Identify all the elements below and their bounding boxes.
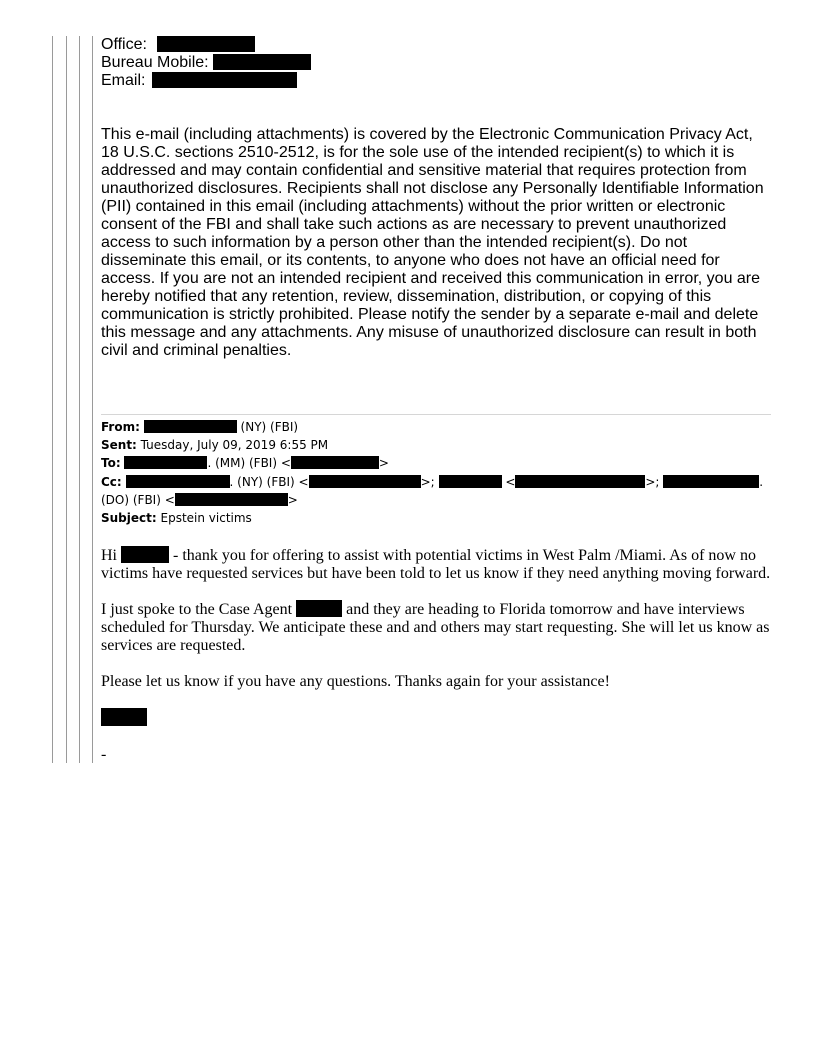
email-line [101, 72, 781, 90]
to-end: > [378, 456, 389, 471]
trailing-dash: - [101, 746, 107, 763]
body-paragraph-3: Please let us know if you have any questions. Thanks again for your assistance! [101, 673, 610, 690]
cc-label: Cc: [101, 474, 122, 489]
cc-lt: < [501, 474, 516, 489]
cc-separator: >; [420, 474, 439, 489]
redaction-box [157, 36, 255, 52]
redaction-box [126, 475, 230, 488]
sent-line [101, 436, 781, 454]
from-label: From: [101, 420, 140, 434]
subject-value: Epstein victims [156, 510, 252, 525]
from-line [101, 418, 781, 436]
quote-bar [92, 36, 93, 763]
to-label: To: [101, 456, 121, 471]
bureau-mobile-line [101, 54, 781, 72]
cc-line-continued [101, 491, 781, 509]
quote-bar [79, 36, 80, 763]
paragraph-text: and they are heading to Florida tomorrow and have interviews scheduled for Thursday. We anticipate these and and others may start requesting. She will let us know as services are requested. [101, 601, 770, 654]
redaction-box [152, 72, 297, 88]
paragraph-text: - thank you for offering to assist with potential victims in West Palm /Miami. As of now no victims have requested services but have been told to let us know if they need anything moving forward. [101, 547, 771, 582]
office-label: Office: [101, 36, 147, 53]
office-line [101, 36, 781, 54]
body-paragraph-2 [101, 600, 776, 655]
subject-label: Subject: [101, 510, 157, 525]
redaction-box [439, 475, 502, 488]
greeting: Hi [101, 547, 121, 564]
header-divider [101, 414, 771, 415]
redaction-box [175, 493, 288, 506]
cc-separator: >; [645, 474, 664, 489]
redacted-signature [101, 708, 147, 726]
email-label: Email: [101, 72, 146, 89]
redaction-box [663, 475, 759, 488]
email-header [101, 418, 781, 527]
cc-mid: . (NY) (FBI) < [229, 474, 309, 489]
redaction-box [121, 546, 169, 563]
from-suffix: (NY) (FBI) [236, 420, 299, 434]
cc-line [101, 473, 781, 491]
redaction-box [291, 456, 379, 469]
body-paragraph-1 [101, 546, 776, 583]
quote-bar [66, 36, 67, 763]
redaction-box [124, 456, 207, 469]
bureau-mobile-label: Bureau Mobile: [101, 54, 209, 71]
redaction-box [213, 54, 311, 70]
paragraph-text: I just spoke to the Case Agent [101, 601, 297, 618]
sent-label: Sent: [101, 438, 137, 453]
redaction-box [515, 475, 645, 488]
cc-line2-end: > [287, 492, 298, 507]
redaction-box [309, 475, 421, 488]
redaction-box [144, 420, 237, 433]
legal-disclaimer: This e-mail (including attachments) is covered by the Electronic Communication Privacy Act, 18 U.S.C. sections 2510-2512, is for the sole use of the intended recipient(s) to which it is addressed and may contain confidential and sensitive material that requires protection from unauthorized disclosures. Recipients shall not disclose any Personally Identifiable Information (PII) contained in this email (including attachments) without the prior written or electronic consent of the FBI and shall take such actions as are necessary to prevent unauthorized access to such information by a person other than the intended recipient(s). Do not disseminate this email, or its contents, to anyone who does not have an official need for access. If you are not an intended recipient and received this communication in error, you are hereby notified that any retention, review, dissemination, distribution, or copying of this communication is strictly prohibited. Please notify the sender by a separate e-mail and delete this message and any attachments. Any misuse of unauthorized disclosure can result in both civil and criminal penalties. [101, 126, 764, 359]
to-mid: . (MM) (FBI) < [207, 456, 291, 471]
cc-dot: . [759, 474, 764, 489]
to-line [101, 454, 781, 472]
cc-line2-prefix: (DO) (FBI) < [101, 492, 175, 507]
sent-value: Tuesday, July 09, 2019 6:55 PM [136, 438, 329, 453]
quote-bar [52, 36, 53, 763]
signature-block [101, 36, 781, 90]
subject-line [101, 509, 781, 527]
redaction-box [296, 600, 342, 617]
